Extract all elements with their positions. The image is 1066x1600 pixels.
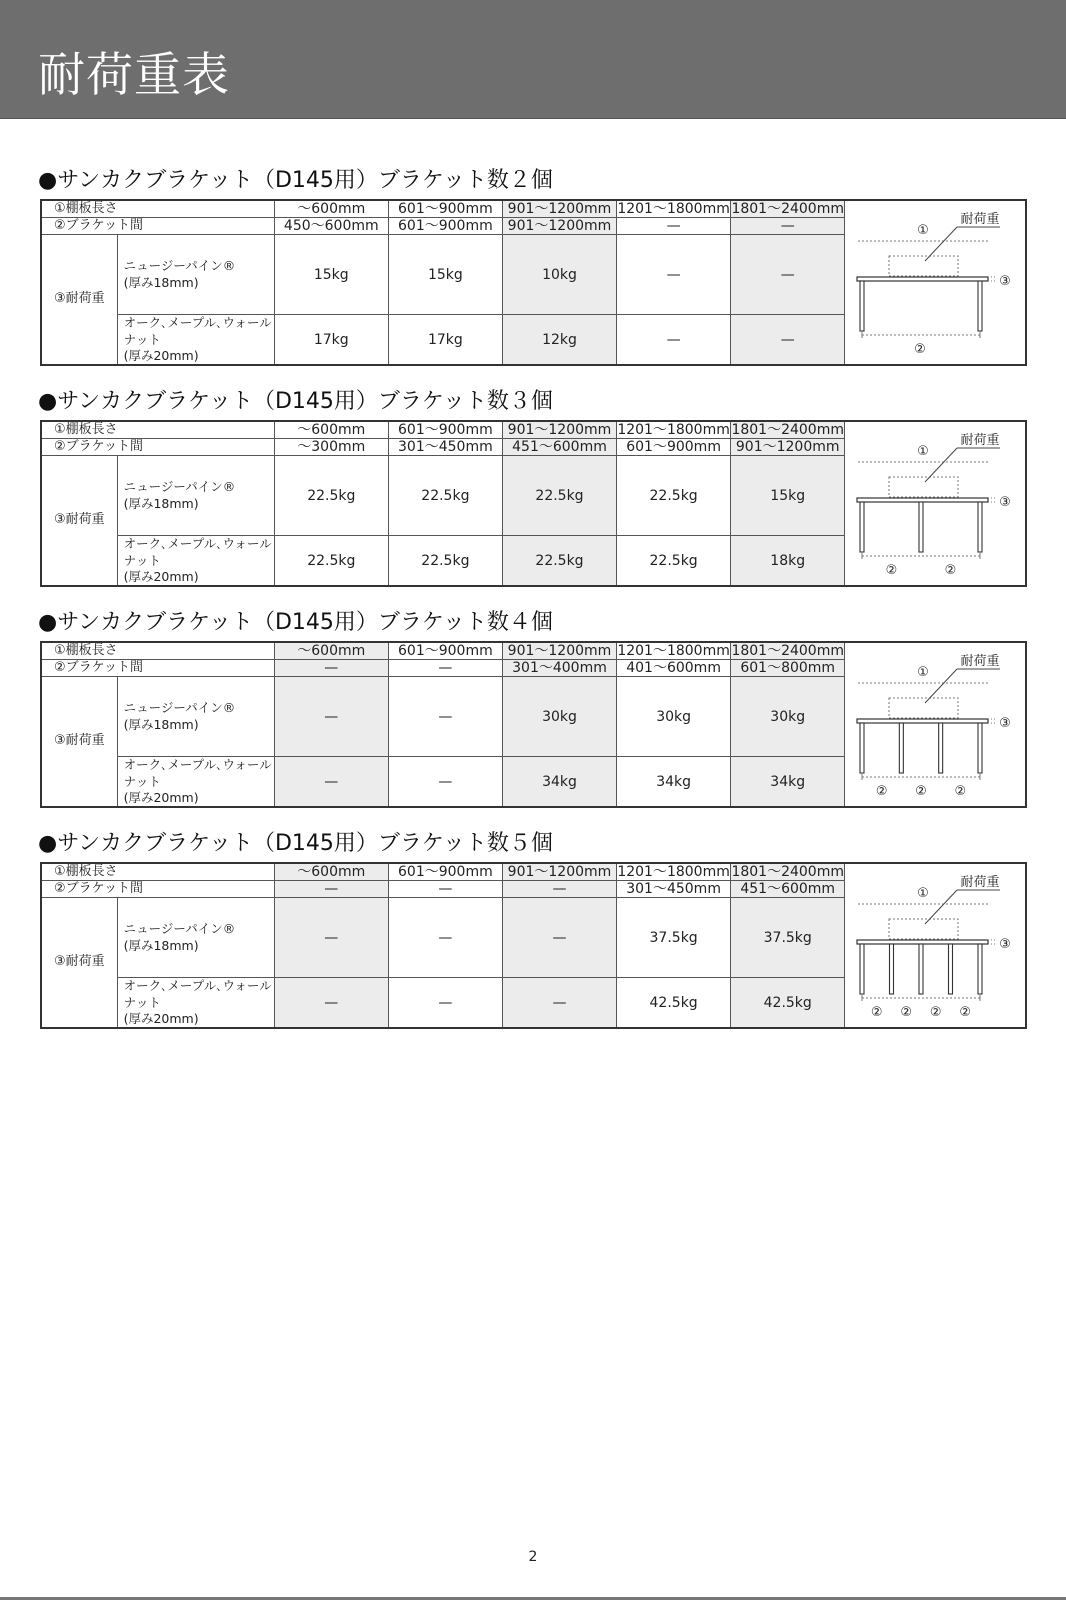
diagram-mark-spacing: ② [914,342,927,357]
bracket-post [860,502,864,552]
pine-cell: 15kg [388,235,502,315]
spacing-cell: 601〜900mm [617,439,731,456]
diagram-mark-length: ① [917,665,930,680]
lengths-cell: 1801〜2400mm [731,864,844,880]
load-table [40,420,1027,587]
row-label-spacing: ②ブラケット間 [41,218,274,235]
lengths-cell: 901〜1200mm [502,863,616,881]
diagram-mark-thickness: ③ [999,937,1012,952]
load-table [40,641,1027,808]
spacing-cell: — [617,218,731,235]
hardwood-cell: 22.5kg [617,536,731,586]
lengths-cell: 〜600mm [274,642,388,660]
pine-cell: — [388,898,502,978]
spacing-cell: — [388,660,502,677]
hardwood-cell: — [274,978,388,1028]
pine-cell: 37.5kg [617,898,731,978]
lengths-cell: 1201〜1800mm [617,864,730,880]
section-title: ●サンカクブラケット（D145用）ブラケット数４個 [38,610,553,635]
bracket-post [900,723,904,773]
lengths-cell: 1201〜1800mm [617,422,730,438]
hardwood-cell: — [388,757,502,807]
bracket-post [939,723,943,773]
hardwood-cell: — [731,315,845,365]
load-section [0,167,1066,367]
hardwood-cell: — [502,978,616,1028]
lengths-cell: 601〜900mm [388,200,502,218]
hardwood-cell: 22.5kg [274,536,388,586]
spacing-cell: — [274,660,388,677]
shelf-diagram [845,201,1024,364]
pine-cell: 22.5kg [617,456,731,536]
lengths-cell: 901〜1200mm [502,200,616,218]
diagram-cell [845,421,1026,586]
lengths-cell: 1801〜2400mm [731,643,844,659]
lengths-cell: 601〜900mm [388,642,502,660]
diagram-mark-length: ① [917,223,930,238]
spacing-cell: 451〜600mm [731,881,845,898]
spacing-cell: — [274,881,388,898]
row-label-load: ③耐荷重 [41,898,117,1028]
lengths-cell: 901〜1200mm [502,421,616,439]
diagram-mark-spacing: ② [871,1005,883,1020]
bracket-post [919,502,923,552]
hardwood-cell: 12kg [502,315,616,365]
hardwood-cell: 34kg [502,757,616,807]
material-label-hardwood: オーク､メープル､ウォールナット (厚み20mm) [117,536,274,586]
spacing-cell: 901〜1200mm [731,439,845,456]
load-section [0,830,1066,1030]
row-label-spacing: ②ブラケット間 [41,660,274,677]
material-label-pine: ニュージーパイン® (厚み18mm) [117,898,274,978]
diagram-mark-thickness: ③ [999,274,1012,289]
pine-cell: — [617,235,731,315]
diagram-mark-thickness: ③ [999,495,1012,510]
spacing-cell: 〜300mm [274,439,388,456]
pine-cell: 30kg [617,677,731,757]
row-label-length: ①棚板長さ [41,863,274,881]
bracket-post [860,281,864,331]
material-label-pine: ニュージーパイン® (厚み18mm) [117,677,274,757]
diagram-mark-spacing: ② [876,784,888,799]
bracket-post [860,944,864,994]
table-row [41,421,1026,439]
row-label-load: ③耐荷重 [41,235,117,365]
shelf-board [857,277,988,281]
hardwood-cell: 22.5kg [388,536,502,586]
diagram-mark-thickness: ③ [999,716,1012,731]
spacing-cell: 601〜900mm [388,218,502,235]
load-section [0,609,1066,809]
load-box [889,477,958,497]
hardwood-cell: — [274,757,388,807]
spacing-cell: 450〜600mm [274,218,388,235]
hardwood-cell: 34kg [731,757,845,807]
bracket-post [949,944,953,994]
lengths-cell: 901〜1200mm [502,642,616,660]
pine-cell: 15kg [731,456,845,536]
bracket-post [978,281,982,331]
diagram-load-label: 耐荷重 [960,212,1000,227]
bracket-post [978,502,982,552]
lengths-cell: 1801〜2400mm [731,201,844,217]
lengths-cell: 1201〜1800mm [617,643,730,659]
spacing-cell: 301〜450mm [617,881,731,898]
diagram-mark-length: ① [917,886,930,901]
spacing-cell: — [731,218,845,235]
diagram-mark-spacing: ② [954,784,967,799]
lengths-cell: 〜600mm [274,200,388,218]
diagram-mark-spacing: ② [885,563,898,578]
pine-cell: 30kg [502,677,616,757]
diagram-load-label: 耐荷重 [960,654,1000,669]
shelf-diagram [845,643,1024,806]
hardwood-cell: 34kg [617,757,731,807]
diagram-mark-spacing: ② [930,1005,942,1020]
bracket-post [919,944,923,994]
hardwood-cell: 17kg [388,315,502,365]
diagram-mark-spacing: ② [915,784,928,799]
hardwood-cell: — [388,978,502,1028]
bracket-post [890,944,894,994]
page-title: 耐荷重表 [38,48,230,103]
spacing-cell: 901〜1200mm [502,218,616,235]
diagram-cell [845,863,1026,1028]
hardwood-cell: 18kg [731,536,845,586]
section-title: ●サンカクブラケット（D145用）ブラケット数２個 [38,168,553,193]
spacing-cell: 301〜450mm [388,439,502,456]
row-label-load: ③耐荷重 [41,677,117,807]
pine-cell: 30kg [731,677,845,757]
section-title: ●サンカクブラケット（D145用）ブラケット数５個 [38,831,553,856]
hardwood-cell: — [617,315,731,365]
diagram-mark-spacing: ② [900,1005,913,1020]
load-section [0,388,1066,588]
diagram-mark-spacing: ② [959,1005,972,1020]
page-number: 2 [528,1549,538,1565]
pine-cell: 22.5kg [502,456,616,536]
hardwood-cell: 17kg [274,315,388,365]
material-label-pine: ニュージーパイン® (厚み18mm) [117,235,274,315]
diagram-mark-length: ① [917,444,930,459]
section-title: ●サンカクブラケット（D145用）ブラケット数３個 [38,389,553,414]
header-band [0,0,1066,119]
lengths-cell: 601〜900mm [388,421,502,439]
row-label-length: ①棚板長さ [41,421,274,439]
pine-cell: — [502,898,616,978]
spacing-cell: — [388,881,502,898]
bracket-post [978,723,982,773]
material-label-hardwood: オーク､メープル､ウォールナット (厚み20mm) [117,757,274,807]
load-box [889,256,958,276]
row-label-spacing: ②ブラケット間 [41,881,274,898]
pine-cell: — [731,235,845,315]
row-label-load: ③耐荷重 [41,456,117,586]
row-label-spacing: ②ブラケット間 [41,439,274,456]
diagram-cell [845,642,1026,807]
pine-cell: — [274,898,388,978]
spacing-cell: 301〜400mm [502,660,616,677]
load-box [889,698,958,718]
shelf-diagram [845,422,1024,585]
bracket-post [978,944,982,994]
row-label-length: ①棚板長さ [41,642,274,660]
pine-cell: 22.5kg [388,456,502,536]
table-row [41,863,1026,881]
diagram-cell [845,200,1026,365]
hardwood-cell: 42.5kg [617,978,731,1028]
spacing-cell: 401〜600mm [617,660,731,677]
diagram-load-label: 耐荷重 [960,433,1000,448]
load-box [889,919,958,939]
lengths-cell: 〜600mm [274,863,388,881]
table-row [41,642,1026,660]
hardwood-cell: 42.5kg [731,978,845,1028]
pine-cell: 15kg [274,235,388,315]
shelf-board [857,940,988,944]
row-label-length: ①棚板長さ [41,200,274,218]
table-row [41,200,1026,218]
shelf-board [857,498,988,502]
lengths-cell: 〜600mm [274,421,388,439]
lengths-cell: 1201〜1800mm [617,201,730,217]
diagram-load-label: 耐荷重 [960,875,1000,890]
pine-cell: 22.5kg [274,456,388,536]
material-label-hardwood: オーク､メープル､ウォールナット (厚み20mm) [117,978,274,1028]
hardwood-cell: 22.5kg [502,536,616,586]
pine-cell: — [388,677,502,757]
pine-cell: — [274,677,388,757]
load-table [40,199,1027,366]
material-label-pine: ニュージーパイン® (厚み18mm) [117,456,274,536]
load-table [40,862,1027,1029]
spacing-cell: 451〜600mm [502,439,616,456]
material-label-hardwood: オーク､メープル､ウォールナット (厚み20mm) [117,315,274,365]
bracket-post [860,723,864,773]
shelf-board [857,719,988,723]
lengths-cell: 1801〜2400mm [731,422,844,438]
spacing-cell: 601〜800mm [731,660,845,677]
pine-cell: 10kg [502,235,616,315]
lengths-cell: 601〜900mm [388,863,502,881]
shelf-diagram [845,864,1024,1027]
spacing-cell: — [502,881,616,898]
diagram-mark-spacing: ② [944,563,957,578]
pine-cell: 37.5kg [731,898,845,978]
